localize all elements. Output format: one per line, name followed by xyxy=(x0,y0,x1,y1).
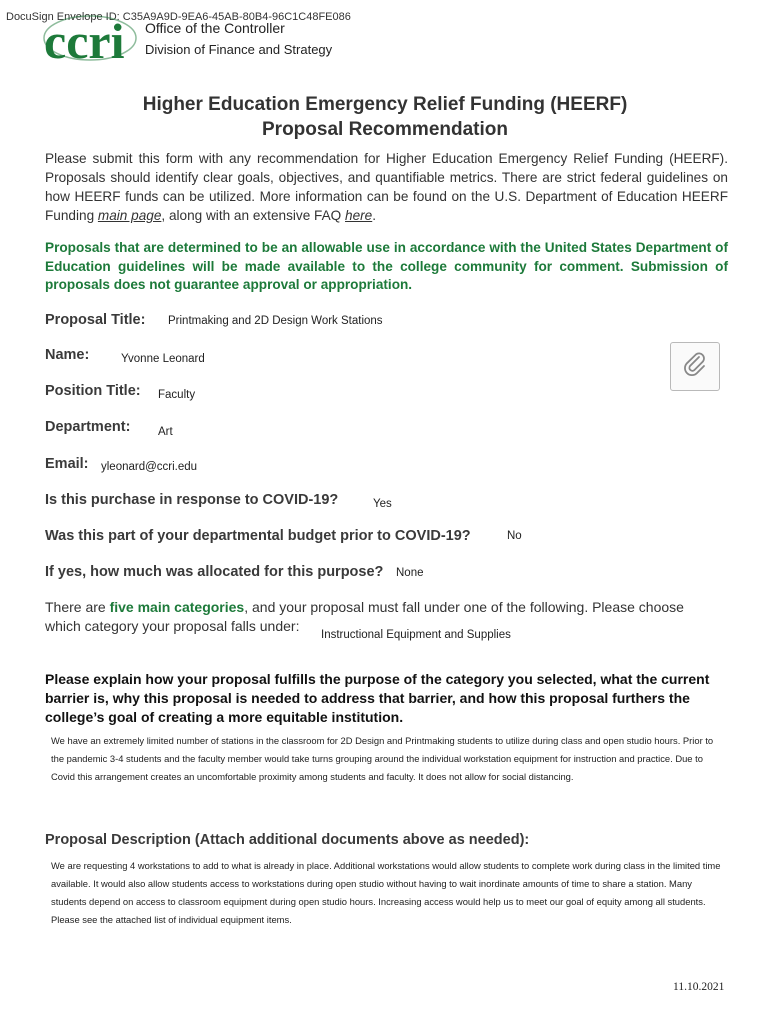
category-pre: There are xyxy=(45,599,110,615)
main-page-link[interactable]: main page xyxy=(97,208,162,223)
envelope-id: DocuSign Envelope ID: C35A9A9D-9EA6-45AB-80B4-96C1C48FE086 xyxy=(6,11,351,23)
division-name: Division of Finance and Strategy xyxy=(145,42,333,57)
covid-answer-field[interactable]: Yes xyxy=(373,498,392,510)
page-title: Higher Education Emergency Relief Funding (HEERF) xyxy=(142,94,628,115)
proposal-title-label: Proposal Title: xyxy=(45,312,146,328)
description-label: Proposal Description (Attach additional documents above as needed): xyxy=(45,832,530,848)
ccri-logo xyxy=(40,8,140,64)
budget-question-label: Was this part of your departmental budget prior to COVID-19? xyxy=(45,528,471,544)
allocation-answer-field[interactable]: None xyxy=(396,567,424,579)
intro-paragraph xyxy=(45,149,728,225)
department-field[interactable]: Art xyxy=(158,426,173,438)
position-title-label: Position Title: xyxy=(45,383,141,399)
description-answer-field[interactable]: We are requesting 4 workstations to add to what is already in place. Additional workstations would allow students to complete work during class in the limited time available. It would also allow students access to workstations during open studio without having to wait inordinate amounts of time to share a station. Many students depend on access to classroom equipment during open studio hours. Increasing access would help us to meet our goal of equity among all students. Please see the attached list of individual equipment items. xyxy=(51,860,721,925)
category-post: , and your proposal must fall under one of the following. Please choose which category your proposal falls under: xyxy=(45,599,684,634)
allocation-question-label: If yes, how much was allocated for this purpose? xyxy=(45,564,384,580)
budget-answer-field[interactable]: No xyxy=(507,530,522,542)
office-name: Office of the Controller xyxy=(145,20,285,36)
category-select[interactable]: Instructional Equipment and Supplies xyxy=(321,629,511,641)
notice-paragraph: Proposals that are determined to be an allowable use in accordance with the United States Department of Education guidelines will be made available to the college community for comment. Submission of proposals does not guarantee approval or appropriation. xyxy=(45,240,728,292)
explain-question: Please explain how your proposal fulfills the purpose of the category you selected, what the current barrier is, why this proposal is needed to address that barrier, and how this proposal furthers the college’s goal of creating a more equitable institution. xyxy=(45,671,710,725)
email-field[interactable]: yleonard@ccri.edu xyxy=(101,461,198,473)
name-field[interactable]: Yvonne Leonard xyxy=(121,353,205,365)
paperclip-icon xyxy=(680,349,710,384)
intro-end: . xyxy=(372,208,377,223)
attachment-button[interactable] xyxy=(670,342,720,391)
logo-text: ccri xyxy=(44,13,125,64)
intro-mid: , along with an extensive FAQ xyxy=(161,208,346,223)
explain-answer-field[interactable]: We have an extremely limited number of stations in the classroom for 2D Design and Printmaking students to utilize during class and open studio hours. Prior to the pandemic 3-4 students and the faculty member would take turns grouping around the individual workstation equipment for instruction and practice. Due to Covid this arrangement creates an uncomfortable proximity among students and faculty. It does not allow for social distancing. xyxy=(51,735,714,782)
date-stamp: 11.10.2021 xyxy=(673,981,725,993)
covid-question-label: Is this purchase in response to COVID-19? xyxy=(45,492,339,508)
email-label: Email: xyxy=(45,456,89,472)
page-subtitle: Proposal Recommendation xyxy=(262,119,508,140)
position-title-field[interactable]: Faculty xyxy=(158,389,196,401)
faq-link[interactable]: here xyxy=(345,208,373,223)
intro-text: Please submit this form with any recommendation for Higher Education Emergency Relief Funding (HEERF). Proposals should identify clear goals, objectives, and quantifiable metrics. There are strict federal guidelines on how HEERF funds can be utilized. More information can be found on the U.S. Department of Education HEERF Funding xyxy=(45,151,728,223)
five-categories-link[interactable]: five main categories xyxy=(109,599,245,615)
department-label: Department: xyxy=(45,419,131,435)
proposal-title-field[interactable]: Printmaking and 2D Design Work Stations xyxy=(168,315,383,327)
name-label: Name: xyxy=(45,347,90,363)
